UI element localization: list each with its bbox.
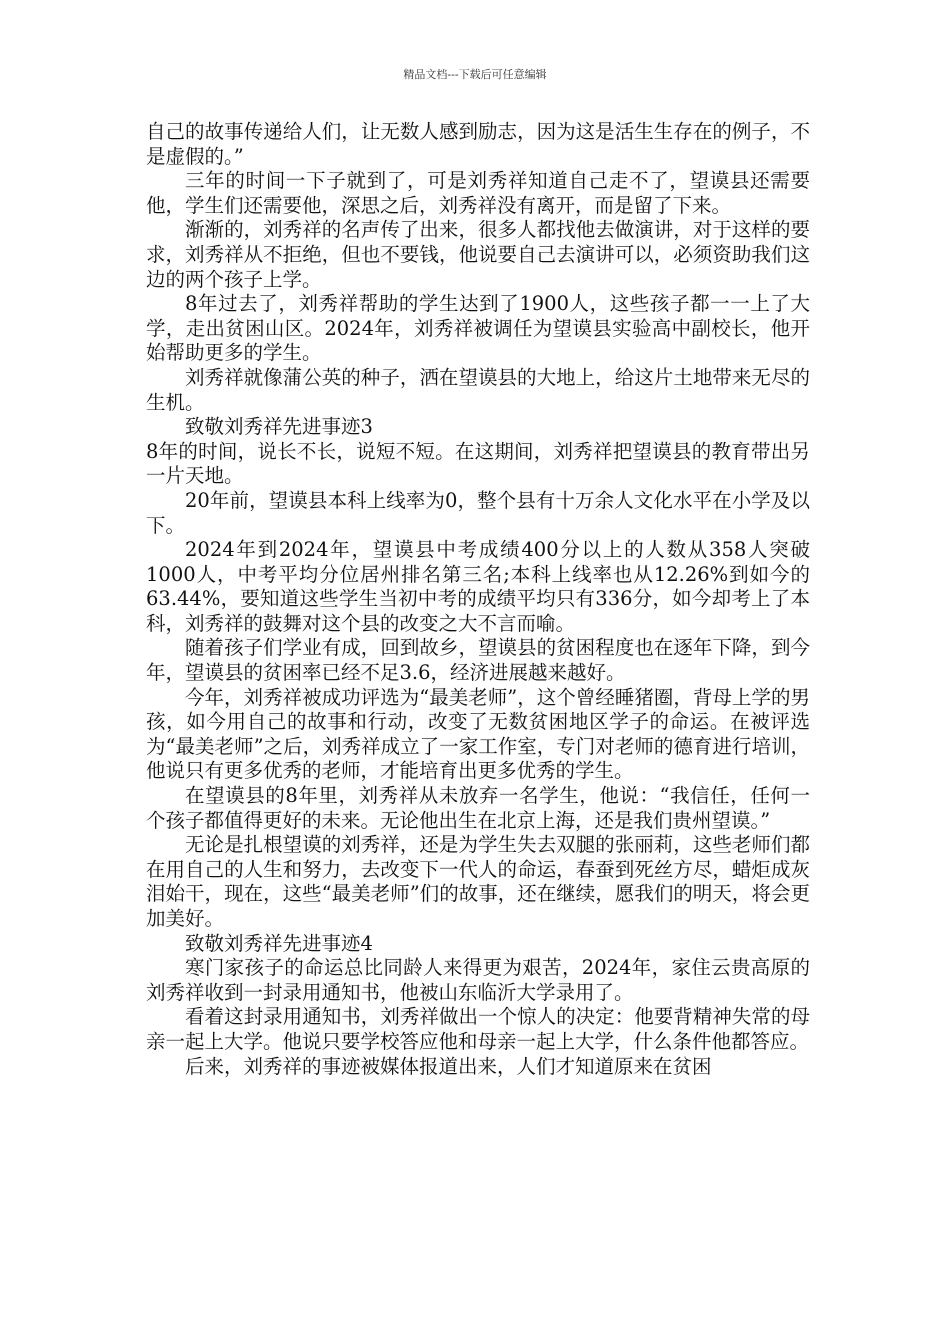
paragraph: 寒门家孩子的命运总比同龄人来得更为艰苦，2024年，家住云贵高原的刘秀祥收到一封录用通知书，他被山东临沂大学录用了。	[146, 956, 810, 1004]
document-body	[146, 120, 810, 1079]
paragraph: 刘秀祥就像蒲公英的种子，洒在望谟县的大地上，给这片土地带来无尽的生机。	[146, 365, 810, 414]
paragraph: 渐渐的，刘秀祥的名声传了出来，很多人都找他去做演讲，对于这样的要求，刘秀祥从不拒绝，但也不要钱，他说要自己去演讲可以，必须资助我们这边的两个孩子上学。	[146, 218, 810, 291]
paragraph: 2024年到2024年，望谟县中考成绩400分以上的人数从358人突破1000人，中考平均分位居州排名第三名;本科上线率也从12.26%到如今的63.44%，要知道这些学生当初中考的成绩平均只有336分，如今却考上了本科，刘秀祥的鼓舞对这个县的改变之大不言而喻。	[146, 538, 810, 635]
paragraph: 8年的时间，说长不长，说短不短。在这期间，刘秀祥把望谟县的教育带出另一片天地。	[146, 439, 810, 488]
section-heading: 致敬刘秀祥先进事迹3	[185, 415, 373, 439]
paragraph: 三年的时间一下子就到了，可是刘秀祥知道自己走不了，望谟县还需要他，学生们还需要他，深思之后，刘秀祥没有离开，而是留了下来。	[146, 169, 810, 217]
paragraph: 自己的故事传递给人们，让无数人感到励志，因为这是活生生存在的例子，不是虚假的。”	[146, 120, 810, 168]
paragraph: 无论是扎根望谟的刘秀祥，还是为学生失去双腿的张丽莉，这些老师们都在用自己的人生和努力，去改变下一代人的命运，春蚕到死丝方尽，蜡炬成灰泪始干，现在，这些“最美老师”们的故事，还在继续，愿我们的明天，将会更加美好。	[146, 833, 810, 930]
page-header: 精品文档---下载后可任意编辑	[403, 68, 547, 81]
paragraph: 看着这封录用通知书，刘秀祥做出一个惊人的决定：他要背精神失常的母亲一起上大学。他说只要学校答应他和母亲一起上大学，什么条件他都答应。	[146, 1005, 810, 1053]
paragraph: 后来，刘秀祥的事迹被媒体报道出来，人们才知道原来在贫困	[185, 1054, 712, 1078]
paragraph: 随着孩子们学业有成，回到故乡，望谟县的贫困程度也在逐年下降，到今年，望谟县的贫困率已经不足3.6，经济进展越来越好。	[146, 636, 810, 685]
section-heading: 致敬刘秀祥先进事迹4	[185, 931, 373, 955]
paragraph: 8年过去了，刘秀祥帮助的学生达到了1900人，这些孩子都一一上了大学，走出贫困山区。2024年，刘秀祥被调任为望谟县实验高中副校长，他开始帮助更多的学生。	[146, 292, 810, 365]
paragraph: 今年，刘秀祥被成功评选为“最美老师”，这个曾经睡猪圈，背母上学的男孩，如今用自己的故事和行动，改变了无数贫困地区学子的命运。在被评选为“最美老师”之后，刘秀祥成立了一家工作室，专门对老师的德育进行培训，他说只有更多优秀的老师，才能培育出更多优秀的学生。	[146, 685, 810, 783]
paragraph: 20年前，望谟县本科上线率为0，整个县有十万余人文化水平在小学及以下。	[146, 488, 810, 537]
paragraph: 在望谟县的8年里，刘秀祥从未放弃一名学生，他说：“我信任，任何一个孩子都值得更好的未来。无论他出生在北京上海，还是我们贵州望谟。”	[146, 784, 810, 832]
